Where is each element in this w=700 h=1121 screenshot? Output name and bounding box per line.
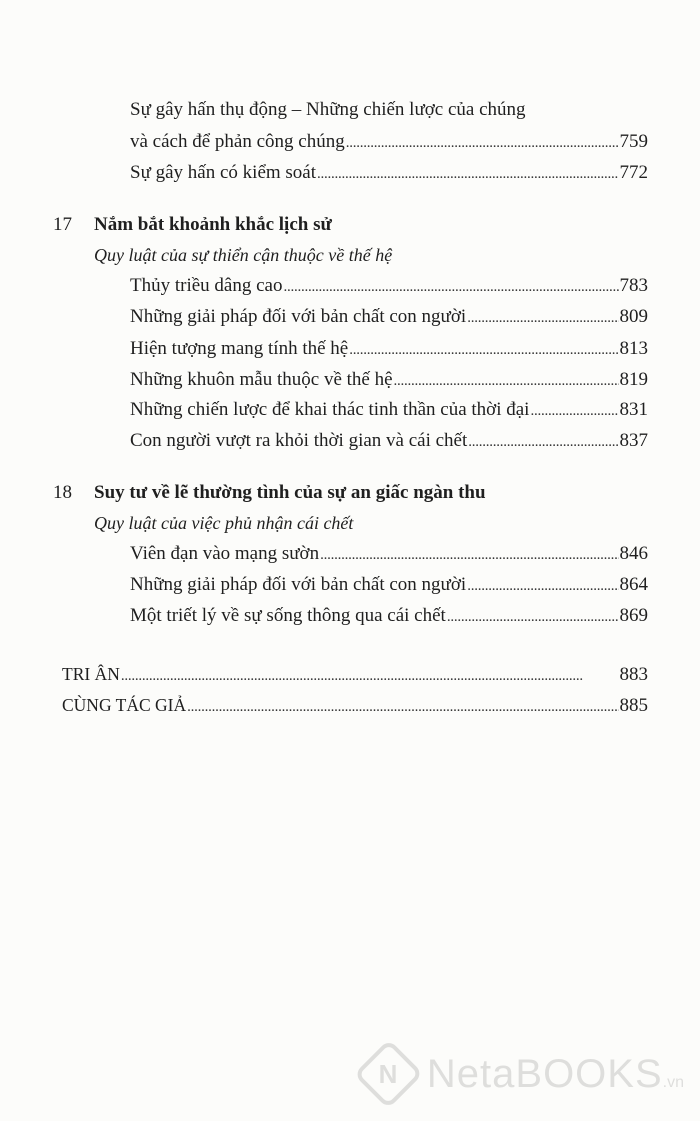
dot-leader xyxy=(468,429,618,454)
toc-entry-page: 809 xyxy=(619,306,648,327)
chapter-subtitle: Quy luật của việc phủ nhận cái chết xyxy=(94,513,354,533)
toc-entry-page: 819 xyxy=(619,369,648,390)
toc-entry[interactable] xyxy=(130,130,648,155)
toc-entry-page: 772 xyxy=(619,162,648,183)
dot-leader xyxy=(121,662,619,688)
toc-entry-title: Con người vượt ra khỏi thời gian và cái chết xyxy=(130,430,468,451)
toc-entry-backmatter[interactable] xyxy=(62,693,648,719)
toc-entry[interactable] xyxy=(130,604,648,629)
toc-entry-title: và cách để phản công chúng xyxy=(130,131,345,152)
toc-entry-page: 846 xyxy=(619,543,648,564)
netabooks-watermark xyxy=(364,1046,684,1102)
toc-entry-title: Những giải pháp đối với bản chất con người xyxy=(130,574,467,595)
toc-entry[interactable] xyxy=(130,274,648,299)
chapter-number: 18 xyxy=(53,482,72,503)
dot-leader xyxy=(320,542,618,567)
toc-entry[interactable] xyxy=(130,161,648,186)
dot-leader xyxy=(349,337,618,362)
dot-leader xyxy=(530,398,618,423)
toc-entry-page: 864 xyxy=(619,574,648,595)
toc-entry[interactable] xyxy=(130,368,648,393)
dot-leader xyxy=(467,305,618,330)
chapter-title[interactable]: Nắm bắt khoảnh khắc lịch sử xyxy=(94,214,332,235)
dot-leader xyxy=(283,274,618,299)
toc-entry[interactable] xyxy=(130,573,648,598)
toc-entry-page: 783 xyxy=(619,275,648,296)
toc-entry[interactable] xyxy=(130,305,648,330)
netabooks-logo-icon: N xyxy=(353,1039,423,1109)
toc-entry[interactable] xyxy=(130,542,648,567)
toc-entry-page: 883 xyxy=(619,664,648,685)
toc-entry-title: Hiện tượng mang tính thế hệ xyxy=(130,338,349,359)
toc-entry-page: 869 xyxy=(619,605,648,626)
toc-entry-page: 759 xyxy=(619,131,648,152)
dot-leader xyxy=(317,161,618,186)
dot-leader xyxy=(467,573,618,598)
toc-entry-title: TRI ÂN xyxy=(62,664,120,684)
chapter-number: 17 xyxy=(53,214,72,235)
dot-leader xyxy=(346,130,619,155)
chapter-title[interactable]: Suy tư về lẽ thường tình của sự an giấc ngàn thu xyxy=(94,482,486,503)
chapter-subtitle: Quy luật của sự thiển cận thuộc về thế hệ xyxy=(94,245,393,265)
toc-entry-title: Một triết lý về sự sống thông qua cái chết xyxy=(130,605,446,626)
toc-entry-backmatter[interactable] xyxy=(62,662,648,688)
toc-entry-title: Viên đạn vào mạng sườn xyxy=(130,543,320,564)
toc-entry-page: 885 xyxy=(619,695,648,716)
toc-entry-page: 831 xyxy=(619,399,648,420)
toc-entry-title: Những khuôn mẫu thuộc về thế hệ xyxy=(130,369,393,390)
toc-entry[interactable] xyxy=(130,398,648,423)
toc-entry-page: 837 xyxy=(619,430,648,451)
dot-leader xyxy=(447,604,619,629)
toc-entry-text: Sự gây hấn thụ động – Những chiến lược của chúng xyxy=(130,99,526,120)
toc-entry-title: Những chiến lược để khai thác tinh thần của thời đại xyxy=(130,399,530,420)
toc-entry-title: Những giải pháp đối với bản chất con người xyxy=(130,306,467,327)
toc-entry-title: Thủy triều dâng cao xyxy=(130,275,283,296)
toc-entry-title: Sự gây hấn có kiểm soát xyxy=(130,162,317,183)
watermark-text: NetaBOOKS.vn xyxy=(426,1051,684,1096)
dot-leader xyxy=(394,368,619,393)
toc-entry-title: CÙNG TÁC GIẢ xyxy=(62,695,187,715)
toc-entry[interactable] xyxy=(130,429,648,454)
toc-entry-page: 813 xyxy=(619,338,648,359)
dot-leader xyxy=(187,693,618,719)
toc-entry[interactable] xyxy=(130,337,648,362)
